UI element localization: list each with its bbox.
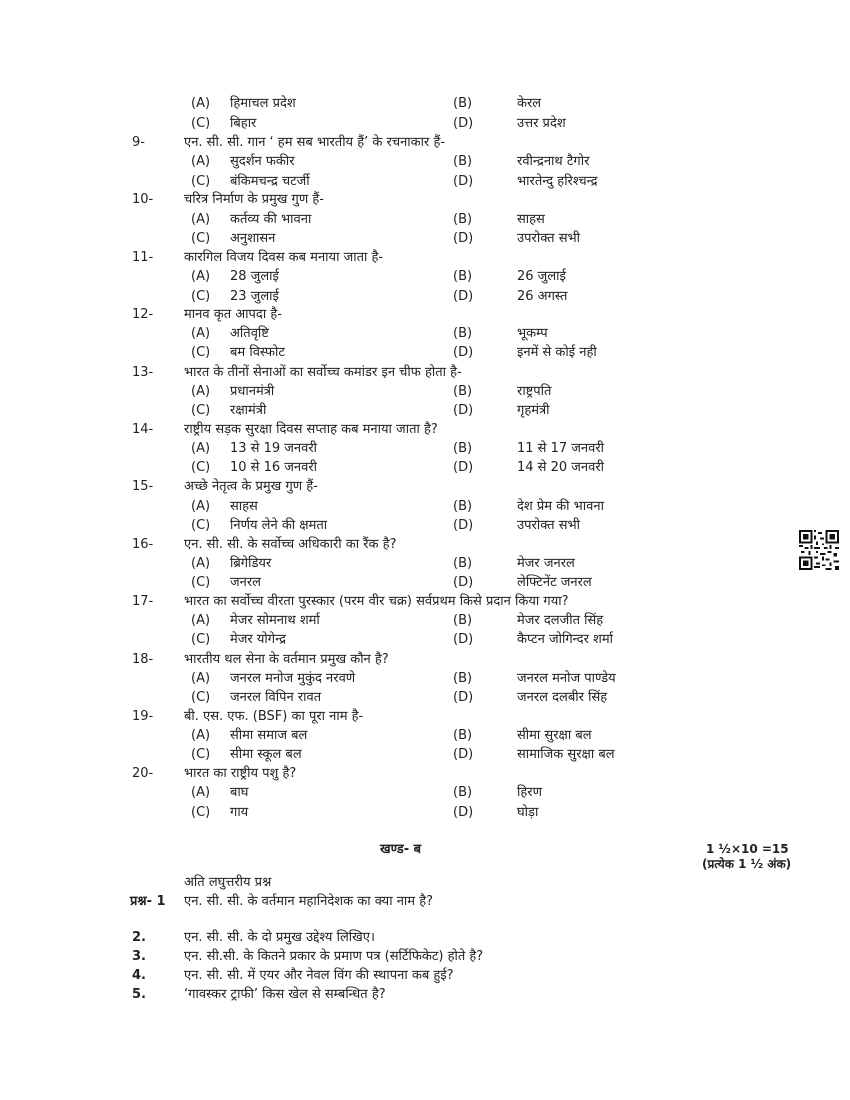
option-label-d: (D) — [453, 289, 474, 304]
option-label-d: (D) — [453, 805, 474, 820]
option-label-b: (B) — [453, 785, 473, 800]
question-text: एन. सी. सी. के सर्वोच्च अधिकारी का रैंक है? — [184, 537, 397, 552]
option-d-text: जनरल दलबीर सिंह — [517, 690, 608, 705]
option-a-text: 13 से 19 जनवरी — [230, 441, 318, 456]
option-label-a: (A) — [191, 326, 211, 341]
option-label-c: (C) — [191, 518, 211, 533]
option-label-a: (A) — [191, 212, 211, 227]
option-label-c: (C) — [191, 116, 211, 131]
question-text: कारगिल विजय दिवस कब मनाया जाता है- — [184, 250, 384, 265]
option-label-b: (B) — [453, 154, 473, 169]
option-c-text: 23 जुलाई — [230, 289, 279, 304]
option-b-text: हिरण — [517, 785, 542, 800]
question-number: 13- — [132, 365, 154, 380]
option-label-a: (A) — [191, 96, 211, 111]
option-b-text: मेजर जनरल — [517, 556, 575, 571]
option-label-c: (C) — [191, 345, 211, 360]
short-question-text: एन. सी. सी. में एयर और नेवल विंग की स्थापना कब हुई? — [184, 968, 454, 983]
option-c-text: जनरल — [230, 575, 261, 590]
option-label-d: (D) — [453, 116, 474, 131]
option-a-text: सुदर्शन फकीर — [230, 154, 295, 169]
option-label-b: (B) — [453, 671, 473, 686]
option-a-text: ब्रिगेडियर — [230, 556, 272, 571]
question-number: 9- — [132, 135, 145, 150]
option-b-text: राष्ट्रपति — [517, 384, 552, 399]
option-label-b: (B) — [453, 269, 473, 284]
option-d-text: उपरोक्त सभी — [517, 231, 580, 246]
section-subtitle: अति लघुत्तरीय प्रश्न — [184, 875, 272, 890]
question-number: 16- — [132, 537, 154, 552]
question-text: चरित्र निर्माण के प्रमुख गुण हैं- — [184, 192, 324, 207]
section-title: खण्ड- ब — [380, 842, 422, 857]
short-question-number: 4. — [132, 968, 146, 983]
qr-code-icon — [799, 530, 839, 570]
option-b-text: 11 से 17 जनवरी — [517, 441, 605, 456]
option-label-a: (A) — [191, 441, 211, 456]
option-label-d: (D) — [453, 518, 474, 533]
option-c-text: बंकिमचन्द्र चटर्जी — [230, 174, 310, 189]
option-label-c: (C) — [191, 174, 211, 189]
option-c-text: जनरल विपिन रावत — [230, 690, 322, 705]
option-label-b: (B) — [453, 441, 473, 456]
option-label-b: (B) — [453, 556, 473, 571]
option-b-text: 26 जुलाई — [517, 269, 566, 284]
option-c-text: अनुशासन — [230, 231, 276, 246]
option-label-d: (D) — [453, 690, 474, 705]
question-text: भारतीय थल सेना के वर्तमान प्रमुख कौन है? — [184, 652, 389, 667]
option-label-c: (C) — [191, 231, 211, 246]
option-label-c: (C) — [191, 575, 211, 590]
option-c-text: बम विस्फोट — [230, 345, 285, 360]
question-number: 14- — [132, 422, 154, 437]
question-text: भारत के तीनों सेनाओं का सर्वोच्च कमांडर इन चीफ होता है- — [184, 365, 462, 380]
option-b-text: भूकम्प — [517, 326, 548, 341]
option-b-text: साहस — [517, 212, 545, 227]
option-d-text: लेफ्टिनेंट जनरल — [517, 575, 592, 590]
option-b-text: मेजर दलजीत सिंह — [517, 613, 604, 628]
question-text: मानव कृत आपदा है- — [184, 307, 282, 322]
option-a-text: अतिवृष्टि — [230, 326, 269, 341]
question-number: 19- — [132, 709, 154, 724]
option-d-text: घोड़ा — [517, 805, 539, 820]
option-c-text: बिहार — [230, 116, 257, 131]
option-label-d: (D) — [453, 632, 474, 647]
short-question-text: एन. सी. सी. के दो प्रमुख उद्देश्य लिखिए। — [184, 930, 375, 945]
option-label-a: (A) — [191, 613, 211, 628]
option-a-text: जनरल मनोज मुकुंद नरवणे — [230, 671, 356, 686]
question-text: भारत का सर्वोच्च वीरता पुरस्कार (परम वीर चक्र) सर्वप्रथम किसे प्रदान किया गया? — [184, 594, 569, 609]
option-label-b: (B) — [453, 212, 473, 227]
option-label-a: (A) — [191, 671, 211, 686]
option-d-text: उत्तर प्रदेश — [517, 116, 566, 131]
question-number: 20- — [132, 766, 154, 781]
option-label-c: (C) — [191, 805, 211, 820]
option-label-d: (D) — [453, 231, 474, 246]
question-number: 12- — [132, 307, 154, 322]
option-b-text: सीमा सुरक्षा बल — [517, 728, 592, 743]
option-label-a: (A) — [191, 269, 211, 284]
option-c-text: मेजर योगेन्द्र — [230, 632, 287, 647]
option-label-d: (D) — [453, 345, 474, 360]
option-label-b: (B) — [453, 728, 473, 743]
option-label-a: (A) — [191, 556, 211, 571]
option-a-text: साहस — [230, 499, 258, 514]
question-text: भारत का राष्ट्रीय पशु है? — [184, 766, 297, 781]
option-c-text: सीमा स्कूल बल — [230, 747, 302, 762]
option-label-a: (A) — [191, 785, 211, 800]
option-a-text: सीमा समाज बल — [230, 728, 308, 743]
short-question-text: एन. सी.सी. के कितने प्रकार के प्रमाण पत्र (सर्टिफिकेट) होते है? — [184, 949, 484, 964]
option-a-text: मेजर सोमनाथ शर्मा — [230, 613, 320, 628]
option-b-text: रवीन्द्रनाथ टैगोर — [517, 154, 590, 169]
option-b-text: केरल — [517, 96, 542, 111]
option-c-text: रक्षामंत्री — [230, 403, 267, 418]
option-label-b: (B) — [453, 499, 473, 514]
question-number: 18- — [132, 652, 154, 667]
option-c-text: निर्णय लेने की क्षमता — [230, 518, 328, 533]
question-number: 17- — [132, 594, 154, 609]
option-label-b: (B) — [453, 384, 473, 399]
short-question-number: 3. — [132, 949, 146, 964]
short-question-text: ‘गावस्कर ट्राफी’ किस खेल से सम्बन्धित है? — [184, 987, 386, 1002]
question-text: एन. सी. सी. गान ‘ हम सब भारतीय हैं’ के रचनाकार हैं- — [184, 135, 446, 150]
question-number: 11- — [132, 250, 154, 265]
option-label-d: (D) — [453, 575, 474, 590]
option-d-text: उपरोक्त सभी — [517, 518, 580, 533]
option-label-b: (B) — [453, 613, 473, 628]
option-a-text: हिमाचल प्रदेश — [230, 96, 296, 111]
option-label-a: (A) — [191, 499, 211, 514]
option-b-text: जनरल मनोज पाण्डेय — [517, 671, 616, 686]
option-a-text: प्रधानमंत्री — [230, 384, 275, 399]
option-label-a: (A) — [191, 728, 211, 743]
short-question-number: 5. — [132, 987, 146, 1002]
option-d-text: गृहमंत्री — [517, 403, 550, 418]
option-d-text: इनमें से कोई नही — [517, 345, 597, 360]
option-label-c: (C) — [191, 289, 211, 304]
question-text: राष्ट्रीय सड़क सुरक्षा दिवस सप्ताह कब मनाया जाता है? — [184, 422, 438, 437]
option-label-c: (C) — [191, 747, 211, 762]
option-d-text: 14 से 20 जनवरी — [517, 460, 605, 475]
option-label-c: (C) — [191, 632, 211, 647]
question-text: बी. एस. एफ. (BSF) का पूरा नाम है- — [184, 709, 364, 724]
option-d-text: कैप्टन जोगिन्दर शर्मा — [517, 632, 614, 647]
option-label-b: (B) — [453, 326, 473, 341]
option-d-text: 26 अगस्त — [517, 289, 568, 304]
question-number: 10- — [132, 192, 154, 207]
section-marks-note: (प्रत्येक 1 ½ अंक) — [702, 857, 792, 871]
option-label-d: (D) — [453, 460, 474, 475]
short-question-text: एन. सी. सी. के वर्तमान महानिदेशक का क्या नाम है? — [184, 894, 434, 909]
question-number: 15- — [132, 479, 154, 494]
option-c-text: गाय — [230, 805, 249, 820]
option-label-c: (C) — [191, 403, 211, 418]
short-question-number: 2. — [132, 930, 146, 945]
short-question-number: प्रश्न- 1 — [130, 894, 166, 909]
section-marks: 1 ½×10 =15 — [706, 842, 789, 856]
option-b-text: देश प्रेम की भावना — [517, 499, 604, 514]
option-label-a: (A) — [191, 384, 211, 399]
option-a-text: कर्तव्य की भावना — [230, 212, 312, 227]
option-label-c: (C) — [191, 690, 211, 705]
option-label-d: (D) — [453, 403, 474, 418]
option-label-b: (B) — [453, 96, 473, 111]
option-label-c: (C) — [191, 460, 211, 475]
question-text: अच्छे नेतृत्व के प्रमुख गुण हैं- — [184, 479, 318, 494]
option-label-d: (D) — [453, 747, 474, 762]
option-d-text: सामाजिक सुरक्षा बल — [517, 747, 615, 762]
option-d-text: भारतेन्दु हरिश्चन्द्र — [517, 174, 598, 189]
option-label-a: (A) — [191, 154, 211, 169]
option-a-text: बाघ — [230, 785, 249, 800]
option-a-text: 28 जुलाई — [230, 269, 279, 284]
option-label-d: (D) — [453, 174, 474, 189]
option-c-text: 10 से 16 जनवरी — [230, 460, 318, 475]
